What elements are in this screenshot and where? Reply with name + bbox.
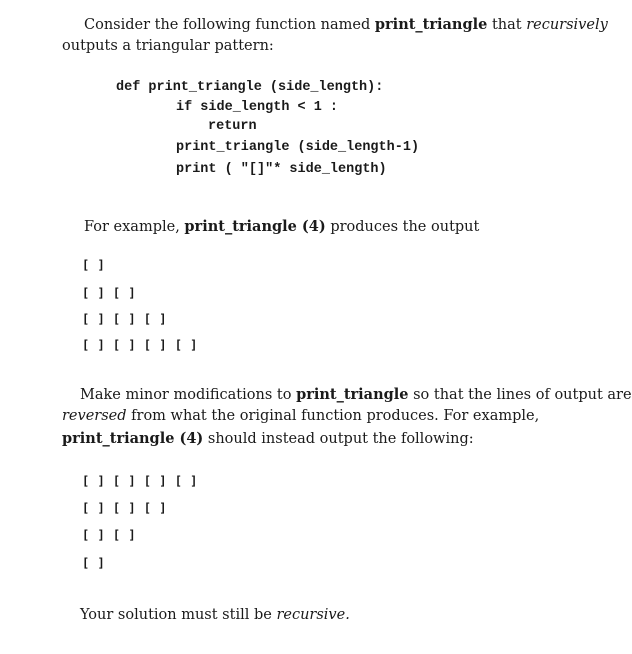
- task-function-name: print_triangle: [296, 386, 409, 403]
- output-line: [ ] [ ] [ ] [ ]: [82, 338, 198, 352]
- task-call: print_triangle (4): [62, 430, 204, 447]
- example-suffix: produces the output: [325, 219, 480, 235]
- task-line-3-text: should instead output the following:: [203, 431, 474, 447]
- intro-text-middle: that: [487, 17, 527, 33]
- output-line: [ ]: [82, 258, 106, 272]
- output-line: [ ] [ ] [ ]: [82, 312, 167, 326]
- intro-text: Consider the following function named: [84, 17, 375, 33]
- function-name: print_triangle: [374, 16, 488, 33]
- code-line-return: return: [208, 119, 257, 134]
- task-line-2: [62, 408, 539, 424]
- task-prefix: Make minor modifications to: [80, 387, 297, 403]
- recursively-emphasis: recursively: [526, 17, 608, 33]
- code-line-recursive-call: print_triangle (side_length-1): [176, 140, 420, 155]
- example-sentence: [84, 218, 479, 235]
- output-line: [ ]: [82, 556, 106, 570]
- code-line-print: print ( "[]"* side_length): [176, 162, 387, 177]
- reversed-emphasis: reversed: [62, 408, 127, 424]
- output-line: [ ] [ ] [ ] [ ]: [82, 474, 198, 488]
- footer-prefix: Your solution must still be: [80, 607, 277, 623]
- output-line: [ ] [ ]: [82, 528, 137, 542]
- task-line-2-text: from what the original function produces. For example,: [126, 408, 540, 424]
- output-line: [ ] [ ] [ ]: [82, 501, 167, 515]
- recursive-emphasis: recursive.: [276, 607, 350, 623]
- example-call: print_triangle (4): [184, 218, 326, 235]
- task-line-1: [80, 386, 632, 403]
- output-line: [ ] [ ]: [82, 286, 137, 300]
- code-line-def: def print_triangle (side_length):: [116, 80, 384, 95]
- task-suffix: so that the lines of output are: [408, 387, 632, 403]
- footer-note: [80, 607, 350, 623]
- code-line-if: if side_length < 1 :: [176, 100, 339, 115]
- intro-line-1: [84, 16, 608, 33]
- example-prefix: For example,: [84, 219, 185, 235]
- intro-line-2: outputs a triangular pattern:: [62, 38, 274, 54]
- task-line-3: [62, 430, 474, 447]
